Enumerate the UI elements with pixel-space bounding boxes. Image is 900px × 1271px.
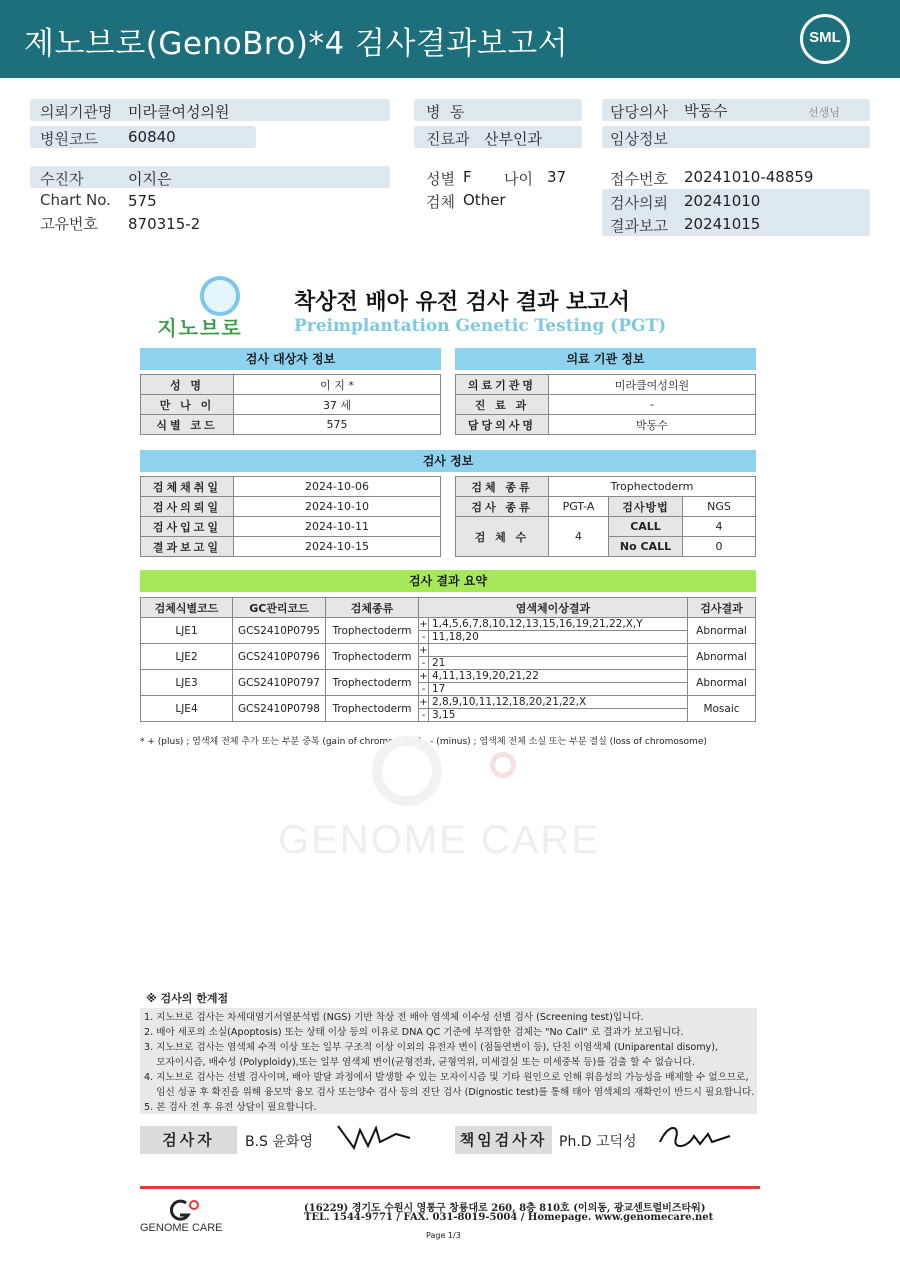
call-label: CALL xyxy=(609,517,683,537)
document-title: 제노브로(GenoBro)*4 검사결과보고서 xyxy=(24,26,569,62)
count-label: 검 체 수 xyxy=(456,517,549,557)
specimen-type: Trophectoderm xyxy=(326,644,419,670)
tester-name: B.S 윤화영 xyxy=(245,1134,313,1150)
institution-value: 미라클여성의원 xyxy=(128,103,230,121)
col-chromosome-result: 염색체이상결과 xyxy=(419,598,688,618)
col-gc-code: GC관리코드 xyxy=(233,598,326,618)
minus-sign: - xyxy=(419,657,429,670)
table-row xyxy=(141,670,756,683)
subject-age-label: 만 나 이 xyxy=(141,395,234,415)
inst-name-label: 의료기관명 xyxy=(456,375,549,395)
supervisor-signature xyxy=(654,1120,734,1154)
plus-sign: + xyxy=(419,696,428,708)
gc-code: GCS2410P0796 xyxy=(233,644,326,670)
gain-chromosomes xyxy=(429,644,688,657)
method-label: 검사방법 xyxy=(609,497,683,517)
doctor-value: 박동수 xyxy=(684,102,728,120)
limitation-line: 5. 본 검사 전 후 유전 상담이 필요합니다. xyxy=(144,1102,317,1113)
dept-value: 산부인과 xyxy=(484,130,542,148)
clinical-label: 임상정보 xyxy=(610,130,668,148)
watermark-logo-icon xyxy=(372,736,442,806)
loss-chromosomes: 3,15 xyxy=(429,709,688,722)
plus-sign: + xyxy=(419,644,428,656)
gc-code: GCS2410P0795 xyxy=(233,618,326,644)
summary-header-row xyxy=(141,598,756,618)
minus-sign: - xyxy=(419,631,429,644)
limitation-line: 1. 지노브로 검사는 차세대염기서열분석법 (NGS) 기반 착상 전 배아 염색체 이수성 선별 검사 (Screening test)입니다. xyxy=(144,1012,644,1023)
summary-footnote: * + (plus) ; 염색체 전체 추가 또는 부분 중복 (gain of chromosome) , - (minus) ; 염색체 전체 소실 또는 부분 결실 (loss of chromosome) xyxy=(140,737,707,747)
footer-rule xyxy=(140,1186,760,1189)
limitation-line: 3. 지노브로 검사는 염색체 수적 이상 또는 일부 구조적 이상 이외의 유전자 변이 (점돌연변이 등), 단친 이염색체 (Uniparental disomy), xyxy=(144,1042,719,1053)
report-title: 착상전 배아 유전 검사 결과 보고서 xyxy=(294,290,630,315)
test-result: Abnormal xyxy=(688,670,756,696)
institution-label: 의뢰기관명 xyxy=(40,103,113,121)
collect-date-label: 검체채취일 xyxy=(141,477,234,497)
sample-id: LJE3 xyxy=(141,670,233,696)
inst-name-value: 미라클여성의원 xyxy=(549,375,756,395)
limitation-line: 임신 성공 후 확진을 위해 융모막 융모 검사 또는양수 검사 등의 진단 검사 (Dignostic test)를 통해 태아 염색체의 재확인이 반드시 필요합니다. xyxy=(144,1087,755,1098)
subject-id-label: 식별 코드 xyxy=(141,415,234,435)
test-result: Mosaic xyxy=(688,696,756,722)
inst-dept-value: - xyxy=(549,395,756,415)
col-sample-id: 검체식별코드 xyxy=(141,598,233,618)
receipt-value: 20241010-48859 xyxy=(684,168,814,186)
specimen-type-value: Trophectoderm xyxy=(549,477,756,497)
sample-id: LJE2 xyxy=(141,644,233,670)
minus-sign: - xyxy=(419,683,429,696)
report-date-value: 2024-10-15 xyxy=(234,537,441,557)
request-date-value: 2024-10-10 xyxy=(234,497,441,517)
limitations-title: ※ 검사의 한계점 xyxy=(146,992,229,1005)
inst-doctor-label: 담당의사명 xyxy=(456,415,549,435)
test-type-label: 검사 종류 xyxy=(456,497,549,517)
doctor-suffix: 선생님 xyxy=(808,106,840,119)
sample-id: LJE4 xyxy=(141,696,233,722)
loss-chromosomes: 21 xyxy=(429,657,688,670)
report-subtitle: Preimplantation Genetic Testing (PGT) xyxy=(294,316,667,336)
table-row xyxy=(141,644,756,657)
test-dates-table xyxy=(140,476,441,557)
genome-care-logo-text: GENOME CARE xyxy=(140,1222,223,1234)
limitation-line: 4. 지노브로 검사는 선별 검사이며, 배아 발달 과정에서 발생할 수 있는 모자이시즘 및 기타 원인으로 인해 위음성의 가능성을 배제할 수 없으므로, xyxy=(144,1072,749,1083)
specimen-label: 검체 xyxy=(426,193,455,211)
specimen-type: Trophectoderm xyxy=(326,696,419,722)
specimen-type-label: 검체 종류 xyxy=(456,477,549,497)
sex-label: 성별 xyxy=(426,170,455,188)
test-info-header: 검사 정보 xyxy=(140,450,756,472)
plus-sign: + xyxy=(419,618,428,630)
age-value: 37 xyxy=(547,168,567,186)
watermark-dot-icon xyxy=(490,752,516,778)
sml-logo-text: SML xyxy=(809,29,841,46)
summary-table xyxy=(140,597,756,722)
gc-code: GCS2410P0797 xyxy=(233,670,326,696)
supervisor-name: Ph.D 고덕성 xyxy=(559,1134,637,1150)
loss-chromosomes: 17 xyxy=(429,683,688,696)
limitation-line: 모자이시즘, 배수성 (Polyploidy),또는 일부 염색체 변이(균형전좌, 균형역위, 미세결실 또는 미세중복 등)를 검출 할 수 없습니다. xyxy=(144,1057,695,1068)
test-specimen-table xyxy=(455,476,756,557)
institution-info-table xyxy=(455,374,756,435)
table-row xyxy=(141,696,756,709)
patient-value: 이지은 xyxy=(128,170,172,188)
institution-info-header: 의료 기관 정보 xyxy=(455,348,756,370)
sml-logo xyxy=(800,14,850,64)
gain-chromosomes: 4,11,13,19,20,21,22 xyxy=(429,670,688,683)
report-label: 결과보고 xyxy=(610,217,668,235)
top-banner xyxy=(0,0,900,78)
supervisor-label: 책임검사자 xyxy=(455,1126,552,1154)
footer-contact: TEL. 1544-9771 / FAX. 031-8019-5004 / Homepage. www.genomecare.net xyxy=(304,1212,714,1223)
genobro-logo xyxy=(140,276,260,342)
method-value: NGS xyxy=(683,497,756,517)
gain-chromosomes: 1,4,5,6,7,8,10,12,13,15,16,19,21,22,X,Y xyxy=(429,618,688,631)
test-result: Abnormal xyxy=(688,618,756,644)
subject-name-value: 이 지 * xyxy=(234,375,441,395)
hospital-code-value: 60840 xyxy=(128,128,176,146)
watermark-text: GENOME CARE xyxy=(278,818,601,862)
nocall-label: No CALL xyxy=(609,537,683,557)
genome-care-logo-icon xyxy=(164,1197,204,1221)
request-date-label: 검사의뢰일 xyxy=(141,497,234,517)
footer-address: (16229) 경기도 수원시 영통구 창룡대로 260, 8층 810호 (이의동, 광교센트럴비즈타워) xyxy=(304,1203,706,1214)
minus-sign: - xyxy=(419,709,429,722)
inst-dept-label: 진 료 과 xyxy=(456,395,549,415)
summary-header: 검사 결과 요약 xyxy=(140,570,756,592)
gain-chromosomes: 2,8,9,10,11,12,18,20,21,22,X xyxy=(429,696,688,709)
dna-icon xyxy=(200,276,240,316)
call-value: 4 xyxy=(683,517,756,537)
unique-no-label: 고유번호 xyxy=(40,215,98,233)
subject-info-header: 검사 대상자 정보 xyxy=(140,348,441,370)
report-date-label: 결과보고일 xyxy=(141,537,234,557)
sample-id: LJE1 xyxy=(141,618,233,644)
specimen-type: Trophectoderm xyxy=(326,670,419,696)
patient-bar xyxy=(30,166,390,188)
subject-age-value: 37 세 xyxy=(234,395,441,415)
col-specimen-type: 검체종류 xyxy=(326,598,419,618)
count-value: 4 xyxy=(549,517,609,557)
tester-label: 검사자 xyxy=(140,1126,237,1154)
loss-chromosomes: 11,18,20 xyxy=(429,631,688,644)
specimen-value: Other xyxy=(463,191,506,209)
plus-sign: + xyxy=(419,670,428,682)
ward-label: 병 동 xyxy=(426,103,465,121)
genobro-logo-text: 지노브로 xyxy=(157,316,243,340)
chart-no-value: 575 xyxy=(128,192,157,210)
patient-label: 수진자 xyxy=(40,170,84,188)
receipt-label: 접수번호 xyxy=(610,170,668,188)
gc-code: GCS2410P0798 xyxy=(233,696,326,722)
page-number: Page 1/3 xyxy=(426,1231,461,1240)
test-type-value: PGT-A xyxy=(549,497,609,517)
subject-id-value: 575 xyxy=(234,415,441,435)
limitation-line: 2. 배아 세포의 소실(Apoptosis) 또는 상태 이상 등의 이유로 DNA QC 기준에 부적합한 검체는 "No Call" 로 결과가 보고됩니다. xyxy=(144,1027,684,1038)
test-result: Abnormal xyxy=(688,644,756,670)
chart-no-label: Chart No. xyxy=(40,191,111,209)
subject-name-label: 성 명 xyxy=(141,375,234,395)
doctor-label: 담당의사 xyxy=(610,103,668,121)
limitations-box xyxy=(140,1008,757,1114)
hospital-code-label: 병원코드 xyxy=(40,130,98,148)
unique-no-value: 870315-2 xyxy=(128,215,201,233)
collect-date-value: 2024-10-06 xyxy=(234,477,441,497)
specimen-type: Trophectoderm xyxy=(326,618,419,644)
receive-date-label: 검사입고일 xyxy=(141,517,234,537)
receive-date-value: 2024-10-11 xyxy=(234,517,441,537)
sex-value: F xyxy=(463,168,472,186)
dept-label: 진료과 xyxy=(426,130,470,148)
report-value: 20241015 xyxy=(684,215,761,233)
subject-info-table xyxy=(140,374,441,435)
nocall-value: 0 xyxy=(683,537,756,557)
request-label: 검사의뢰 xyxy=(610,194,668,212)
tester-signature xyxy=(334,1120,414,1154)
col-test-result: 검사결과 xyxy=(688,598,756,618)
inst-doctor-value: 박동수 xyxy=(549,415,756,435)
request-value: 20241010 xyxy=(684,192,761,210)
age-label: 나이 xyxy=(504,170,533,188)
table-row xyxy=(141,618,756,631)
